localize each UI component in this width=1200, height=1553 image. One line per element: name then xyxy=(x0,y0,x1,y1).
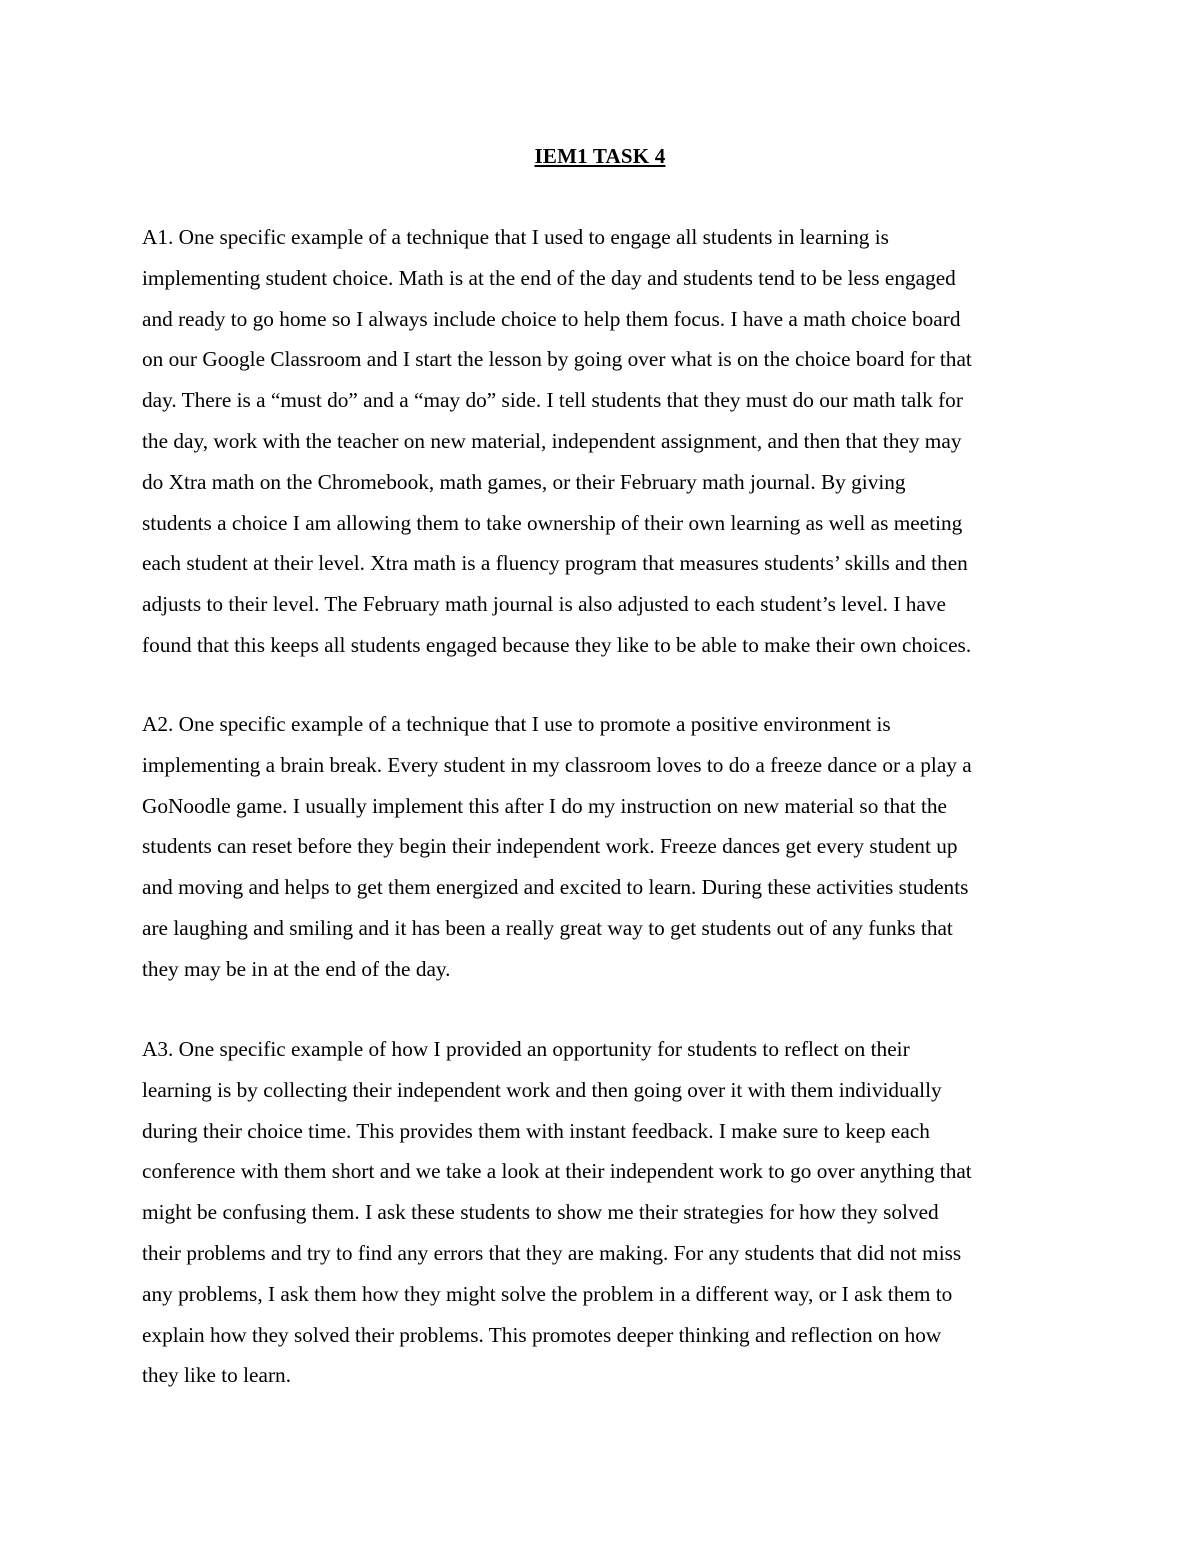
page-title: IEM1 TASK 4 xyxy=(534,144,666,168)
text-line: their problems and try to find any errors that they are making. For any students that did not miss xyxy=(142,1240,962,1265)
text-line: implementing student choice. Math is at the end of the day and students tend to be less engaged xyxy=(142,265,956,290)
text-line: they may be in at the end of the day. xyxy=(142,956,451,981)
text-line: any problems, I ask them how they might solve the problem in a different way, or I ask them to xyxy=(142,1281,953,1306)
text-line: the day, work with the teacher on new material, independent assignment, and then that they may xyxy=(142,428,962,453)
text-line: students can reset before they begin their independent work. Freeze dances get every student up xyxy=(142,834,958,859)
text-line: each student at their level. Xtra math is a fluency program that measures students’ skills and then xyxy=(142,551,968,576)
text-line: might be confusing them. I ask these students to show me their strategies for how they solved xyxy=(142,1200,939,1225)
text-line: A3. One specific example of how I provided an opportunity for students to reflect on their xyxy=(142,1037,910,1061)
text-line: A2. One specific example of a technique that I use to promote a positive environment is xyxy=(142,712,891,736)
text-line: A1. One specific example of a technique that I used to engage all students in learning is xyxy=(142,225,889,249)
text-line: explain how they solved their problems. This promotes deeper thinking and reflection on how xyxy=(142,1322,942,1347)
text-line: found that this keeps all students engaged because they like to be able to make their own choices. xyxy=(142,632,972,657)
text-line: during their choice time. This provides them with instant feedback. I make sure to keep each xyxy=(142,1118,930,1143)
text-line: are laughing and smiling and it has been a really great way to get students out of any funks that xyxy=(142,915,953,940)
text-line: learning is by collecting their independent work and then going over it with them individually xyxy=(142,1077,942,1102)
text-line: implementing a brain break. Every student in my classroom loves to do a freeze dance or a play a xyxy=(142,752,972,777)
text-line: and ready to go home so I always include choice to help them focus. I have a math choice board xyxy=(142,306,961,331)
text-line: they like to learn. xyxy=(142,1363,292,1388)
text-line: conference with them short and we take a look at their independent work to go over anything that xyxy=(142,1159,972,1184)
section-a1 xyxy=(142,217,1072,666)
text-line: on our Google Classroom and I start the lesson by going over what is on the choice board for that xyxy=(142,347,972,372)
section-a3 xyxy=(142,1029,1072,1396)
text-line: GoNoodle game. I usually implement this after I do my instruction on new material so that the xyxy=(142,793,947,818)
section-a2 xyxy=(142,704,1072,990)
text-line: do Xtra math on the Chromebook, math games, or their February math journal. By giving xyxy=(142,469,906,494)
text-line: day. There is a “must do” and a “may do” side. I tell students that they must do our math talk for xyxy=(142,388,963,413)
text-line: and moving and helps to get them energized and excited to learn. During these activities students xyxy=(142,875,969,900)
text-line: adjusts to their level. The February math journal is also adjusted to each student’s level. I have xyxy=(142,592,946,617)
text-line: students a choice I am allowing them to take ownership of their own learning as well as meeting xyxy=(142,510,963,535)
